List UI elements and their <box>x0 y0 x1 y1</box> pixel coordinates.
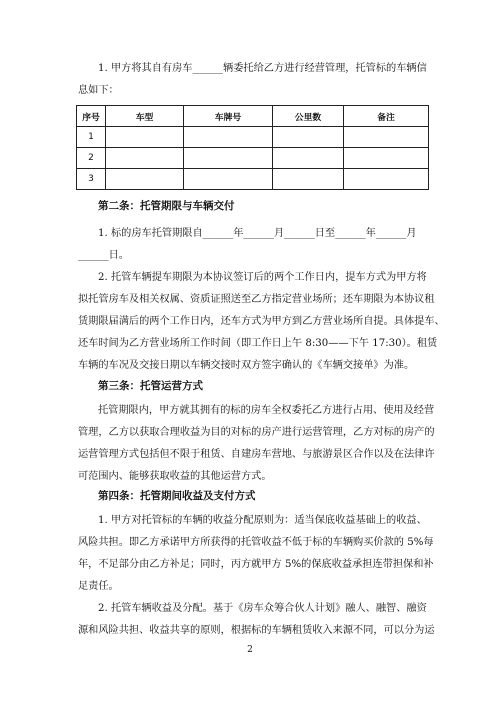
table-header-cell: 车型 <box>106 106 184 127</box>
text-line: 2. 托管车辆提车期限为本协议签订后的两个工作日内，提车方式为甲方将 <box>98 272 427 283</box>
text-line: ______日。 <box>78 250 129 261</box>
text-line: 运营管理方式包括但不限于租赁、自建房车营地、与旅游景区合作以及在法律许 <box>78 449 435 460</box>
table-cell <box>273 127 344 148</box>
table-cell <box>184 148 273 169</box>
text-line: 托管期限内，甲方就其拥有的标的房车全权委托乙方进行占用、使用及经营 <box>98 405 435 416</box>
table-row <box>77 169 429 190</box>
text-line: 足责任。 <box>78 581 119 592</box>
section-4-heading: 第四条：托管期间收益及支付方式 <box>98 490 256 502</box>
text-line: 1. 甲方将其自有房车______辆委托给乙方进行经营管理，托管标的车辆信 <box>98 63 427 74</box>
text-line: 管理，乙方以获取合理收益为目的对标的房产进行运营管理，乙方对标的房产的 <box>78 427 435 438</box>
vehicle-info-table <box>76 105 429 190</box>
table-cell: 1 <box>77 127 106 148</box>
section-2-heading: 第二条：托管期限与车辆交付 <box>98 200 235 212</box>
table-cell: 3 <box>77 169 106 190</box>
text-line: 息如下： <box>78 85 119 96</box>
table-cell <box>273 169 344 190</box>
table-cell <box>273 148 344 169</box>
section-2-paragraph-2 <box>78 267 448 377</box>
table-header-row <box>77 106 429 127</box>
table-header-cell: 车牌号 <box>184 106 273 127</box>
table-cell <box>344 127 429 148</box>
table-cell <box>106 148 184 169</box>
table-header-cell: 公里数 <box>273 106 344 127</box>
section-3-paragraph <box>78 400 448 488</box>
table-cell <box>106 169 184 190</box>
table-cell <box>106 127 184 148</box>
text-line: 车辆的车况及交接日期以车辆交接时双方签字确认的《车辆交接单》为准。 <box>78 360 415 371</box>
table-cell <box>344 148 429 169</box>
text-line: 1. 标的房车托管期限自______年______月______日至______年______月 <box>98 228 417 239</box>
section-4-paragraph-1 <box>78 510 448 598</box>
section-2-paragraph-1 <box>78 223 448 267</box>
text-line: 源和风险共担、收益共享的原则，根据标的车辆租赁收入来源不同，可以分为运 <box>78 625 435 636</box>
text-line: 还车时间为乙方营业场所工作时间（即工作日上午 8:30——下午 17:30）。租赁 <box>78 338 438 349</box>
text-line: 1. 甲方对托管标的车辆的收益分配原则为：适当保底收益基础上的收益、 <box>98 515 427 526</box>
table-cell: 2 <box>77 148 106 169</box>
page-number: 2 <box>247 645 253 655</box>
table-header-cell: 备注 <box>344 106 429 127</box>
section-3-heading: 第三条：托管运营方式 <box>98 380 203 392</box>
text-line: 2. 托管车辆收益及分配。基于《房车众筹合伙人计划》融人、融智、融资 <box>98 603 427 614</box>
table-header-cell: 序号 <box>77 106 106 127</box>
clause-1-paragraph <box>78 58 448 102</box>
text-line: 风险共担。即乙方承诺甲方所获得的托管收益不低于标的车辆购买价款的 5%每 <box>78 537 434 548</box>
table-row <box>77 127 429 148</box>
table-cell <box>184 169 273 190</box>
text-line: 可范围内、能够获取收益的其他运营方式。 <box>78 471 272 482</box>
text-line: 拟托管房车及相关权属、资质证照送至乙方指定营业场所；还车期限为本协议租 <box>78 294 435 305</box>
table-cell <box>344 169 429 190</box>
text-line: 赁期限届满后的两个工作日内，还车方式为甲方到乙方营业场所自提。具体提车、 <box>78 316 445 327</box>
table-cell <box>184 127 273 148</box>
table-row <box>77 148 429 169</box>
section-4-paragraph-2 <box>78 598 448 642</box>
text-line: 年，不足部分由乙方补足；同时，丙方就甲方 5%的保底收益承担连带担保和补 <box>78 559 434 570</box>
